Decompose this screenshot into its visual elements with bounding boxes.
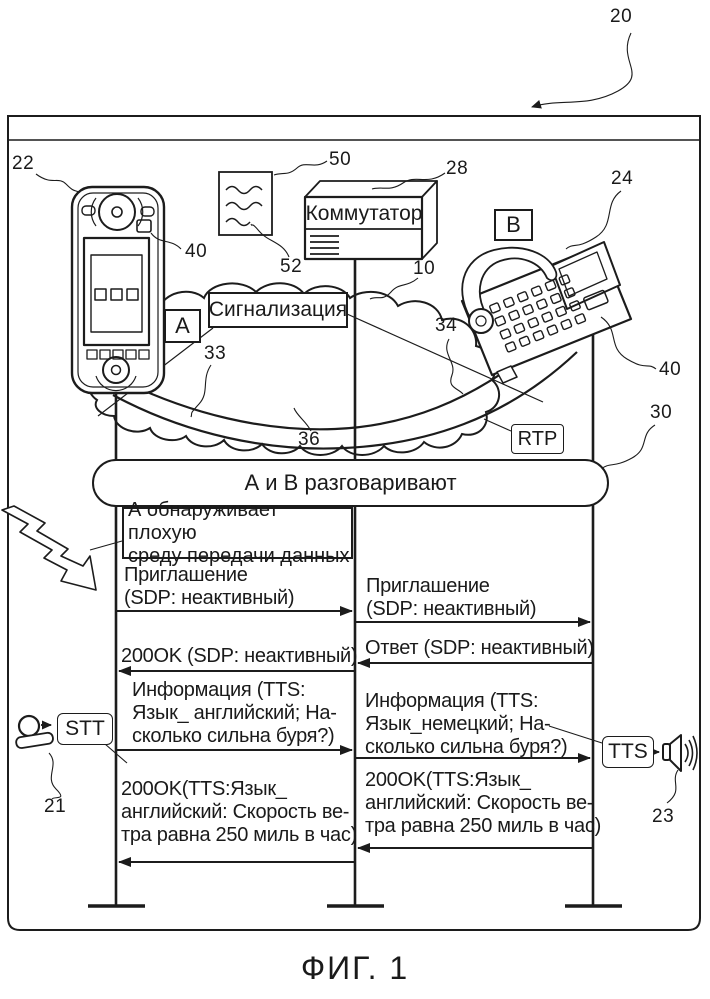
ref-22: 22 [12,153,35,174]
ref-50: 50 [329,149,352,170]
party-a-box: А [164,309,201,343]
leader-33 [191,365,211,417]
switch-label: Коммутатор [305,202,423,225]
rtp-label-box: RTP [511,424,564,454]
ref-10: 10 [413,258,436,279]
leader-34 [447,339,463,394]
ref-28: 28 [446,158,469,179]
ref-36: 36 [298,429,321,450]
ref-21: 21 [44,796,67,817]
mobile-screen [84,238,149,345]
mobile-phone [72,187,164,393]
ref-20: 20 [610,6,633,27]
ref-40-right: 40 [659,359,682,380]
document-icon [219,172,272,235]
ref-30: 30 [650,402,673,423]
microphone-icon [15,716,53,749]
msg-answer: Ответ (SDP: неактивный) [365,637,594,659]
leader-22 [36,174,79,192]
ref-33: 33 [204,343,227,364]
tts-box: TTS [602,736,654,768]
signaling-label-box: Сигнализация [208,292,348,328]
msg-info-b: Информация (TTS: Язык_немецкий; На- сколько сильна буря?) [365,690,568,758]
ref-24: 24 [611,168,634,189]
stt-box: STT [57,713,113,745]
ref-40-left: 40 [185,241,208,262]
leader-10 [370,278,418,299]
loudspeaker-icon [654,735,697,771]
banner-a-b-talking: А и В разговаривают [92,459,609,507]
leader-30 [601,425,655,469]
msg-200ok-tts-b: 200OK(TTS:Язык_ английский: Скорость ве- тра равна 250 миль в час) [365,769,601,837]
leader-20 [532,33,632,107]
leader-21 [49,753,61,799]
ref-23: 23 [652,806,675,827]
detect-note-box: А обнаруживает плохую среду передачи данных [122,507,353,559]
lightning-icon [2,506,96,590]
party-b-box: В [494,209,533,241]
leader-rtp [484,419,511,431]
leader-50 [274,161,327,175]
msg-200ok-sdp: 200OK (SDP: неактивный) [121,645,358,667]
leader-40-right [601,317,656,369]
ref-52: 52 [280,256,303,277]
media-path-line-1 [121,348,536,429]
msg-200ok-tts-a: 200OK(TTS:Язык_ английский: Скорость ве- тра равна 250 миль в час) [121,778,357,846]
msg-invite-a: Приглашение (SDP: неактивный) [124,564,295,609]
msg-info-a: Информация (TTS: Язык_ английский; На- сколько сильна буря?) [132,679,337,747]
msg-invite-b: Приглашение (SDP: неактивный) [366,575,537,620]
figure-caption: ФИГ. 1 [300,950,410,986]
leader-24 [566,191,621,249]
desk-phone [462,242,631,383]
ref-34: 34 [435,315,458,336]
leader-23 [667,770,678,803]
